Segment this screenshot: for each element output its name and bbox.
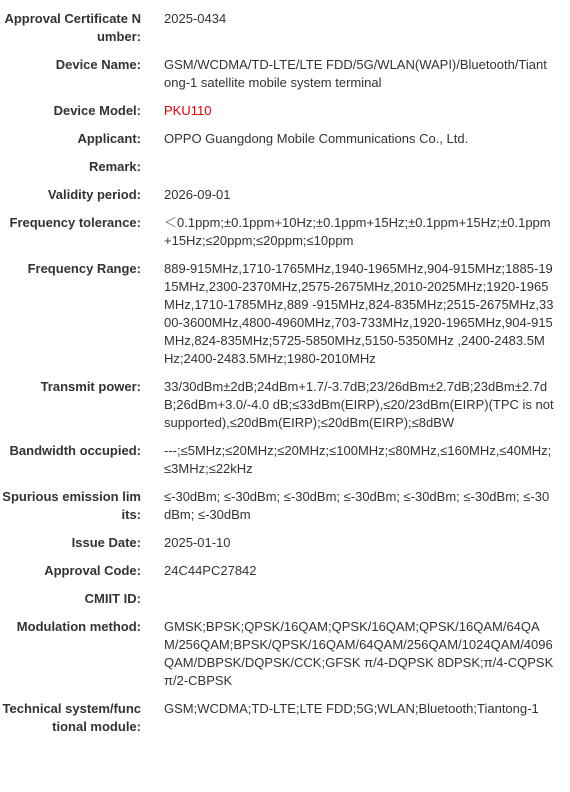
- applicant-label: Applicant:: [77, 131, 141, 146]
- row-transmit-power: [0, 378, 570, 432]
- row-approval-certificate-number: [0, 10, 570, 46]
- transmit-power-label: Transmit power:: [40, 379, 141, 394]
- validity-period-value: 2026-09-01: [164, 187, 231, 202]
- bandwidth-occupied-value: ---;≤5MHz;≤20MHz;≤20MHz;≤100MHz;≤80MHz,≤160MHz,≤40MHz;≤3MHz;≤22kHz: [164, 443, 552, 476]
- validity-period-label: Validity period:: [47, 187, 141, 202]
- bandwidth-occupied-label: Bandwidth occupied:: [9, 443, 141, 458]
- row-validity-period: [0, 186, 570, 204]
- device-name-value: GSM/WCDMA/TD-LTE/LTE FDD/5G/WLAN(WAPI)/Bluetooth/Tiantong-1 satellite mobile system terminal: [164, 57, 547, 90]
- approval-code-value: 24C44PC27842: [164, 563, 257, 578]
- frequency-range-label: Frequency Range:: [27, 261, 141, 276]
- technical-system-value: GSM;WCDMA;TD-LTE;LTE FDD;5G;WLAN;Bluetooth;Tiantong-1: [164, 701, 539, 716]
- cmiit-id-label: CMIIT ID:: [84, 591, 141, 606]
- row-approval-code: [0, 562, 570, 580]
- transmit-power-value: 33/30dBm±2dB;24dBm+1.7/-3.7dB;23/26dBm±2.7dB;23dBm±2.7dB;26dBm+3.0/-4.0 dB;≤33dBm(EIRP),≤20/23dBm(EIRP)(TPC is not supported),≤20dBm(EIRP);≤20dBm(EIRP);≤8dBW: [164, 379, 554, 430]
- remark-label: Remark:: [88, 159, 141, 174]
- approval-code-label: Approval Code:: [44, 563, 141, 578]
- modulation-method-label: Modulation method:: [16, 619, 141, 634]
- frequency-tolerance-value: ＜0.1ppm;±0.1ppm+10Hz;±0.1ppm+15Hz;±0.1ppm+15Hz;±0.1ppm+15Hz;≤20ppm;≤20ppm;≤10ppm: [164, 215, 551, 248]
- applicant-value: OPPO Guangdong Mobile Communications Co., Ltd.: [164, 131, 469, 146]
- row-issue-date: [0, 534, 570, 552]
- approval-certificate-number-value: 2025-0434: [164, 11, 227, 26]
- row-technical-system: [0, 700, 570, 736]
- row-spurious-emission-limits: [0, 488, 570, 524]
- row-modulation-method: [0, 618, 570, 690]
- issue-date-label: Issue Date:: [71, 535, 141, 550]
- spurious-emission-limits-value: ≤-30dBm; ≤-30dBm; ≤-30dBm; ≤-30dBm; ≤-30dBm; ≤-30dBm; ≤-30dBm; ≤-30dBm: [164, 489, 550, 522]
- modulation-method-value: GMSK;BPSK;QPSK/16QAM;QPSK/16QAM;QPSK/16QAM/64QAM/256QAM;BPSK/QPSK/16QAM/64QAM/256QAM/1024QAM/4096QAM/DBPSK/DQPSK/CCK;GFSK π/4-DQPSK 8DPSK;π/4-CQPSK π/2-CBPSK: [164, 619, 554, 688]
- row-cmiit-id: [0, 590, 570, 608]
- row-applicant: [0, 130, 570, 148]
- row-device-name: [0, 56, 570, 92]
- remark-value: [164, 158, 554, 176]
- row-frequency-range: [0, 260, 570, 368]
- frequency-tolerance-label: Frequency tolerance:: [9, 215, 141, 230]
- row-frequency-tolerance: [0, 214, 570, 250]
- device-model-value: PKU110: [164, 103, 212, 118]
- approval-certificate-number-label: Approval Certificate Number:: [4, 11, 141, 44]
- frequency-range-value: 889-915MHz,1710-1765MHz,1940-1965MHz,904-915MHz;1885-1915MHz,2300-2370MHz,2575-2675MHz,2010-2025MHz;1920-1965MHz,1710-1785MHz,889 -915MHz,824-835MHz;2515-2675MHz,3300-3600MHz,4800-4960MHz,703-733MHz,1920-1965MHz,904-915MHz,824-835MHz;5725-5850MHz,5150-5350MHz ,2400-2483.5MHz;2400-2483.5MHz;1980-2010MHz: [164, 261, 554, 366]
- issue-date-value: 2025-01-10: [164, 535, 231, 550]
- technical-system-label: Technical system/functional module:: [2, 701, 141, 734]
- cmiit-id-value: [164, 590, 554, 608]
- row-remark: [0, 158, 570, 176]
- device-model-label: Device Model:: [53, 103, 141, 118]
- row-device-model: [0, 102, 570, 120]
- row-bandwidth-occupied: [0, 442, 570, 478]
- spurious-emission-limits-label: Spurious emission limits:: [2, 489, 141, 522]
- device-name-label: Device Name:: [55, 57, 141, 72]
